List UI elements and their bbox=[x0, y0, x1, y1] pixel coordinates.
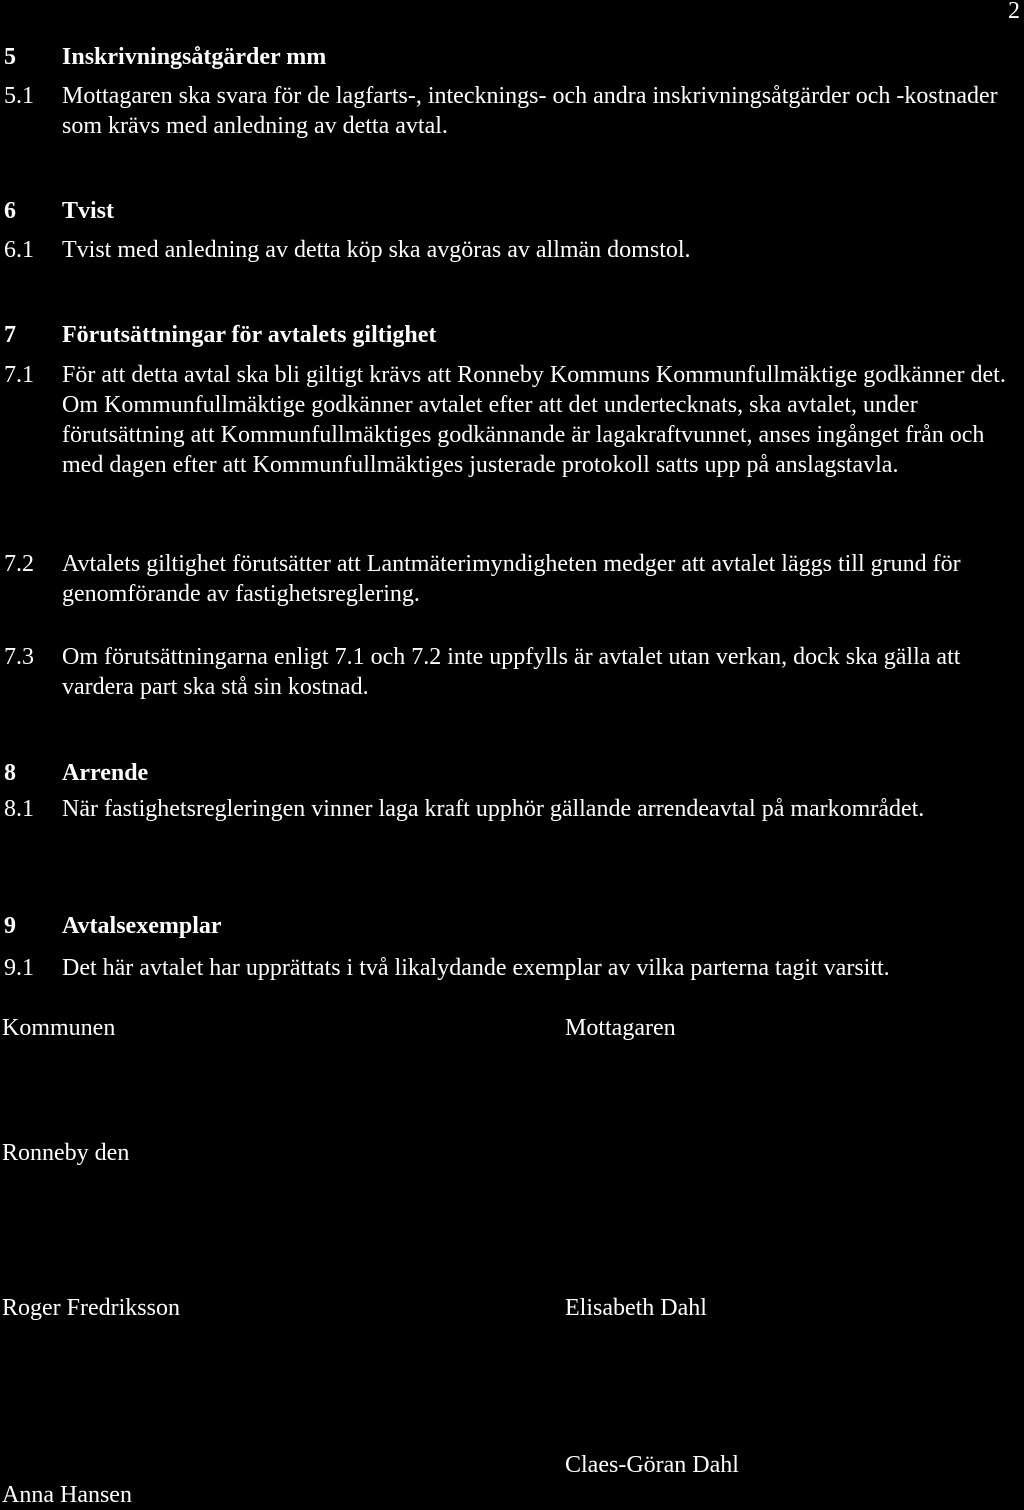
clause-number: 9.1 bbox=[4, 955, 34, 981]
section-heading: Tvist bbox=[62, 198, 115, 224]
clause-text: Avtalets giltighet förutsätter att Lantmäterimyndigheten medger att avtalet läggs till grund för genomförande av fastighetsreglering. bbox=[62, 551, 961, 607]
clause-text: Det här avtalet har upprättats i två likalydande exemplar av vilka parterna tagit varsitt. bbox=[62, 955, 890, 981]
section-heading: Förutsättningar för avtalets giltighet bbox=[62, 322, 437, 348]
clause-text: För att detta avtal ska bli giltigt krävs att Ronneby Kommuns Kommunfullmäktige godkänner det. Om Kommunfullmäktige godkänner avtalet efter att det undertecknats, ska avtalet, under förutsättning att Kommunfullmäktiges godkännande är lagakraftvunnet, anses ingånget från och med dagen efter att Kommunfullmäktiges justerade protokoll satts upp på anslagstavla. bbox=[62, 362, 1006, 478]
place-date-label: Ronneby den bbox=[2, 1140, 130, 1166]
clause-number: 5.1 bbox=[4, 83, 34, 109]
clause-number: 7.3 bbox=[4, 644, 34, 670]
clause-text: Mottagaren ska svara för de lagfarts-, intecknings- och andra inskrivningsåtgärder och -kostnader som krävs med anledning av detta avtal. bbox=[62, 83, 998, 139]
clause-number: 7.2 bbox=[4, 551, 34, 577]
party-label-right: Mottagaren bbox=[565, 1015, 676, 1041]
page-number: 2 bbox=[1008, 0, 1020, 24]
clause-number: 6.1 bbox=[4, 237, 34, 263]
signer-name: Roger Fredriksson bbox=[2, 1295, 180, 1321]
section-heading: Inskrivningsåtgärder mm bbox=[62, 44, 327, 70]
section-number: 8 bbox=[4, 760, 16, 786]
party-label-left: Kommunen bbox=[2, 1015, 116, 1041]
signer-name: Anna Hansen bbox=[2, 1482, 132, 1508]
clause-text: När fastighetsregleringen vinner laga kraft upphör gällande arrendeavtal på markområdet. bbox=[62, 796, 925, 822]
section-heading: Avtalsexemplar bbox=[62, 913, 222, 939]
clause-number: 7.1 bbox=[4, 362, 34, 388]
clause-text: Om förutsättningarna enligt 7.1 och 7.2 inte uppfylls är avtalet utan verkan, dock ska gälla att vardera part ska stå sin kostnad. bbox=[62, 644, 961, 700]
clause-number: 8.1 bbox=[4, 796, 34, 822]
section-number: 9 bbox=[4, 913, 16, 939]
signer-name: Claes-Göran Dahl bbox=[565, 1452, 739, 1478]
clause-text: Tvist med anledning av detta köp ska avgöras av allmän domstol. bbox=[62, 237, 691, 263]
signer-name: Elisabeth Dahl bbox=[565, 1295, 707, 1321]
section-number: 5 bbox=[4, 44, 16, 70]
section-number: 7 bbox=[4, 322, 16, 348]
section-number: 6 bbox=[4, 198, 16, 224]
section-heading: Arrende bbox=[62, 760, 149, 786]
